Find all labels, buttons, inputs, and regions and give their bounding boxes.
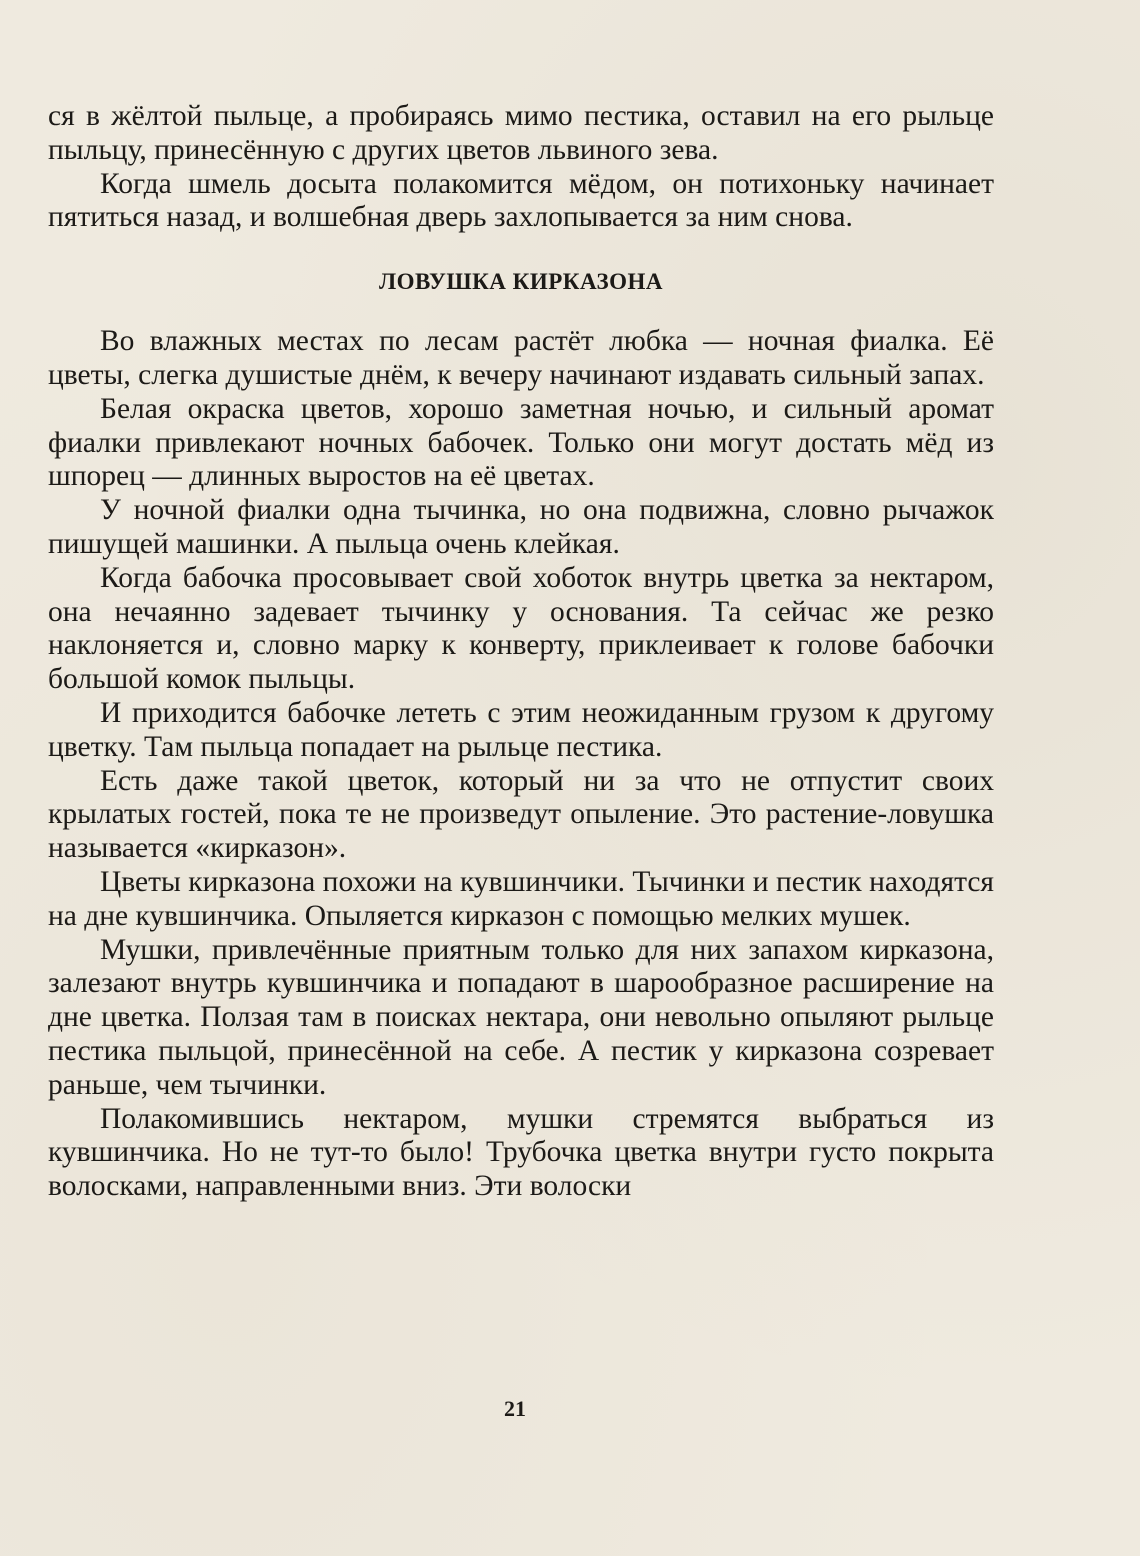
paragraph: Во влажных местах по лесам растёт любка — ночная фиалка. Её цветы, слегка душистые днём, к вечеру начинают издавать сильный запах. (48, 325, 994, 391)
paragraph: Когда шмель досыта полакомится мёдом, он потихоньку начинает пятиться назад, и волшебная дверь захлопывается за ним снова. (48, 167, 994, 234)
page-text (48, 100, 994, 1204)
paragraph: Полакомившись нектаром, мушки стремятся выбраться из кувшинчика. Но не тут-то было! Трубочка цветка внутри густо покрыта волосками, направленными вниз. Эти волоски (48, 1102, 994, 1203)
paragraph: У ночной фиалки одна тычинка, но она подвижна, словно рычажок пишущей машинки. А пыльца очень клейкая. (48, 494, 994, 560)
paragraph: Есть даже такой цветок, который ни за что не отпустит своих крылатых гостей, пока те не произведут опыление. Это растение-ловушка называется «кирказон». (48, 764, 994, 865)
paragraph: Мушки, привлечённые приятным только для них запахом кирказона, залезают внутрь кувшинчика и попадают в шарообразное расширение на дне цветка. Ползая там в поисках нектара, они невольно опыляют рыльце пестика пыльцой, принесённой на себе. А пестик у кирказона созревает раньше, чем тычинки. (48, 933, 994, 1101)
paragraph: Цветы кирказона похожи на кувшинчики. Тычинки и пестик находятся на дне кувшинчика. Опыляется кирказон с помощью мелких мушек. (48, 865, 994, 932)
section-heading: ЛОВУШКА КИРКАЗОНА (378, 269, 664, 295)
paragraph: Когда бабочка просовывает свой хоботок внутрь цветка за нектаром, она нечаянно задевает тычинку у основания. Та сейчас же резко наклоняется и, словно марку к конверту, приклеивает к голове бабочки большой комок пыльцы. (48, 561, 994, 696)
page-number: 21 (504, 1396, 526, 1421)
paragraph: Белая окраска цветов, хорошо заметная ночью, и сильный аромат фиалки привлекают ночных бабочек. Только они могут достать мёд из шпорец — длинных выростов на её цветах. (48, 392, 994, 493)
paragraph: ся в жёлтой пыльце, а пробираясь мимо пестика, оставил на его рыльце пыльцу, принесённую с других цветов львиного зева. (48, 100, 994, 166)
paragraph: И приходится бабочке лететь с этим неожиданным грузом к другому цветку. Там пыльца попадает на рыльце пестика. (48, 696, 994, 763)
